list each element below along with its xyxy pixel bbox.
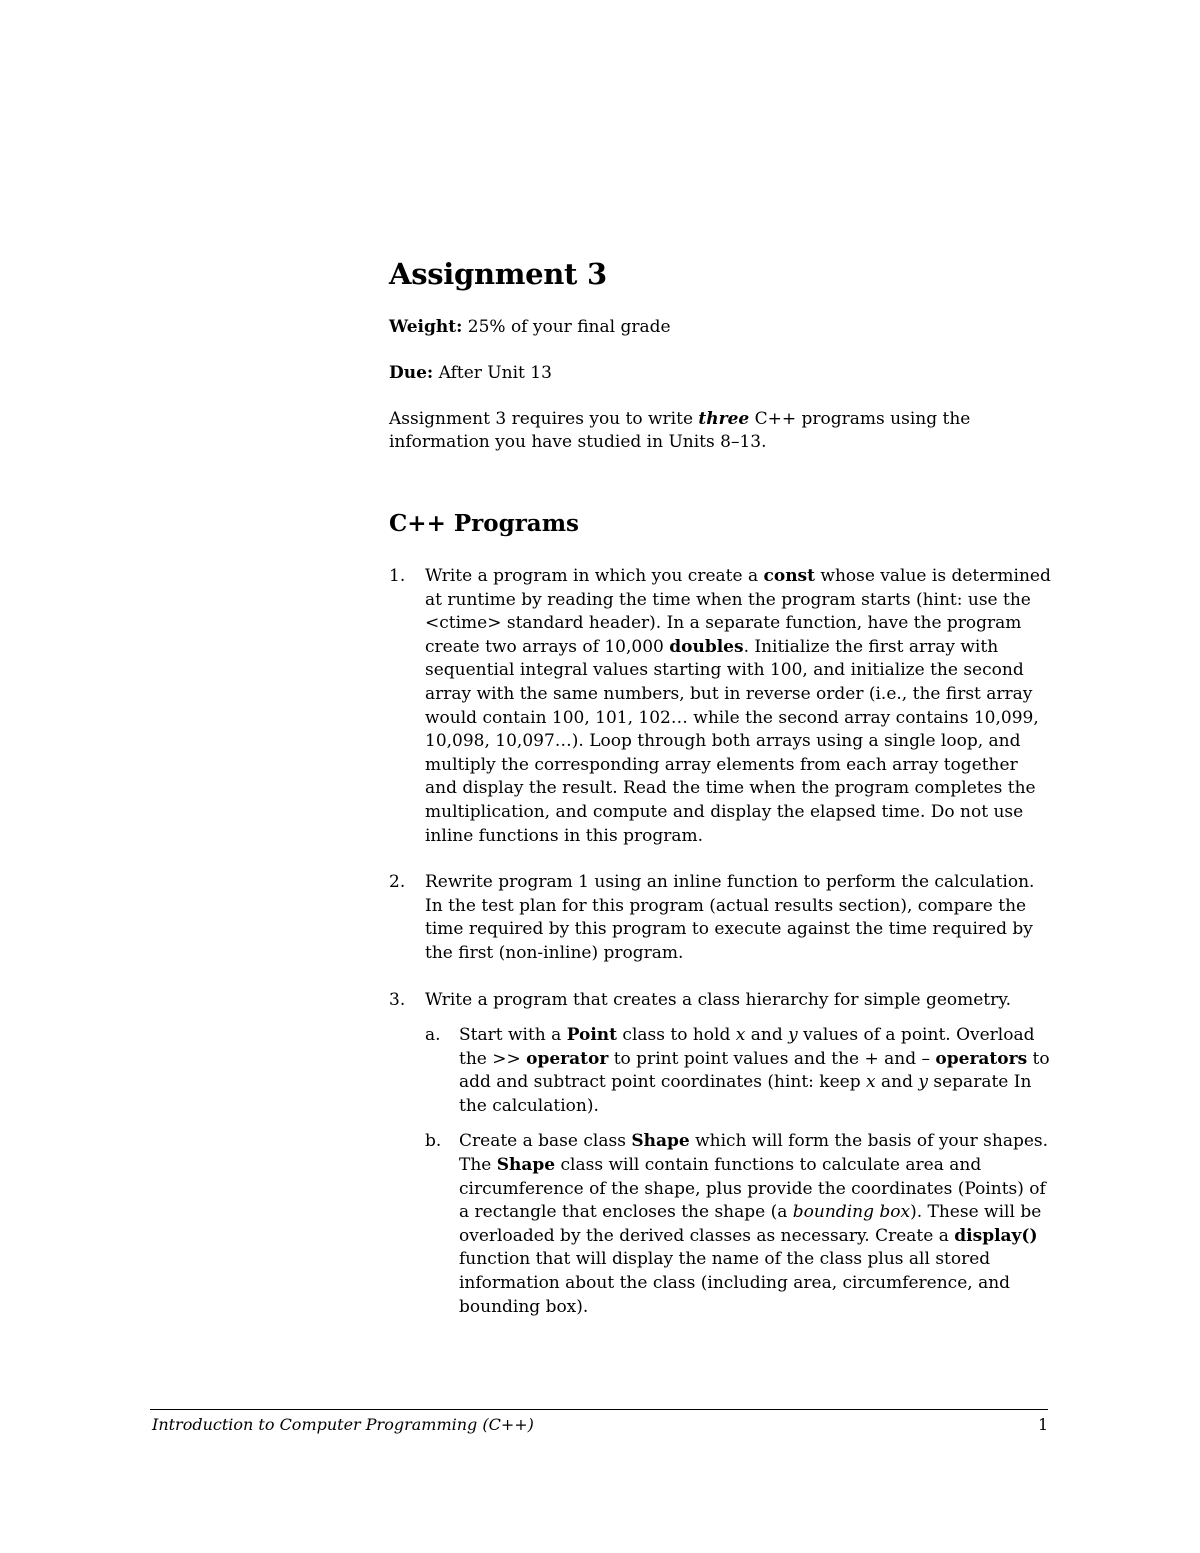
item-text: values of a point. Overload the >> xyxy=(459,1025,1035,1069)
sub-list-item xyxy=(425,1024,1054,1118)
weight-line xyxy=(389,316,1054,339)
keyword-operator: operator xyxy=(526,1048,609,1069)
item-text: Rewrite program 1 using an inline function to perform the calculation. In the test plan for this program (actual results section), compare the time required by this program to execute against the time required by the first (non-inline) program. xyxy=(425,872,1035,963)
item-text: . Initialize the first array with sequential integral values starting with 100, and initialize the second array with the same numbers, but in reverse order (i.e., the first array would contain 100, 101, 102… while the second array contains 10,099, 10,098, 10,097…). Loop through both arrays using a single loop, and multiply the corresponding array elements from each array together and display the result. Read the time when the program completes the multiplication, and compute and display the elapsed time. Do not use inline functions in this program. xyxy=(425,636,1039,846)
page-title: Assignment 3 xyxy=(389,257,607,291)
keyword-doubles: doubles xyxy=(669,636,744,657)
page-number: 1 xyxy=(1038,1415,1049,1434)
sub-list-letter: a. xyxy=(425,1025,441,1046)
term-bounding-box: bounding box xyxy=(792,1202,911,1223)
keyword-operators: operators xyxy=(935,1048,1028,1069)
footer-divider xyxy=(150,1409,1048,1410)
item-text: separate In the calculation). xyxy=(459,1072,1032,1116)
weight-label: Weight: xyxy=(389,317,463,337)
list-item xyxy=(389,565,1054,848)
list-item xyxy=(389,871,1054,965)
keyword-display: display() xyxy=(954,1225,1038,1246)
item-text: ). These will be overloaded by the derived classes as necessary. Create a xyxy=(459,1202,1042,1246)
item-text: and xyxy=(875,1072,919,1093)
var-y: y xyxy=(918,1072,928,1093)
keyword-point: Point xyxy=(566,1025,618,1046)
item-text: Write a program that creates a class hierarchy for simple geometry. xyxy=(425,989,1012,1010)
keyword-shape: Shape xyxy=(496,1155,556,1176)
item-text: function that will display the name of the class plus all stored information about the class (including area, circumference, and bounding box). xyxy=(459,1249,1011,1317)
section-heading: C++ Programs xyxy=(389,510,579,537)
sub-list xyxy=(425,1024,1054,1319)
item-text: to print point values and the + and – xyxy=(608,1048,936,1069)
item-text: class to hold xyxy=(617,1025,736,1046)
weight-value: 25% of your final grade xyxy=(462,317,671,337)
sub-list-letter: b. xyxy=(425,1131,442,1152)
var-x: x xyxy=(735,1025,746,1046)
list-item xyxy=(389,989,1054,1320)
list-number: 3. xyxy=(389,989,406,1010)
page-content xyxy=(389,255,1054,1342)
item-text: which will form the basis of your shapes. The xyxy=(459,1131,1049,1176)
item-text: to add and subtract point coordinates (hint: keep xyxy=(459,1048,1050,1093)
sub-list-item xyxy=(425,1130,1054,1319)
item-text: class will contain functions to calculate area and circumference of the shape, plus provide the coordinates (Points) of a rectangle that encloses the shape (a xyxy=(459,1155,1046,1223)
intro-text: C++ programs using the information you have studied in Units 8–13. xyxy=(389,409,971,452)
list-number: 2. xyxy=(389,872,406,893)
due-label: Due: xyxy=(389,363,434,383)
item-text: Write a program in which you create a xyxy=(425,566,764,586)
item-text: Create a base class xyxy=(459,1131,632,1152)
due-value: After Unit 13 xyxy=(433,363,552,383)
keyword-const: const xyxy=(763,566,815,586)
item-text: and xyxy=(745,1025,789,1046)
var-y: y xyxy=(788,1025,798,1046)
intro-text: Assignment 3 requires you to write xyxy=(389,409,699,429)
item-text: Start with a xyxy=(459,1025,567,1046)
keyword-shape: Shape xyxy=(631,1131,690,1152)
footer-title: Introduction to Computer Programming (C++) xyxy=(152,1415,534,1434)
item-text: whose value is determined at runtime by reading the time when the program starts (hint: use the <ctime> standard header). In a separate function, have the program create two arrays of 10,000 xyxy=(425,566,1051,657)
list-number: 1. xyxy=(389,566,406,586)
due-line xyxy=(389,362,1054,385)
program-list xyxy=(389,565,1054,1319)
intro-emphasis: three xyxy=(698,409,750,429)
intro-paragraph xyxy=(389,408,1054,454)
var-x: x xyxy=(866,1072,876,1093)
